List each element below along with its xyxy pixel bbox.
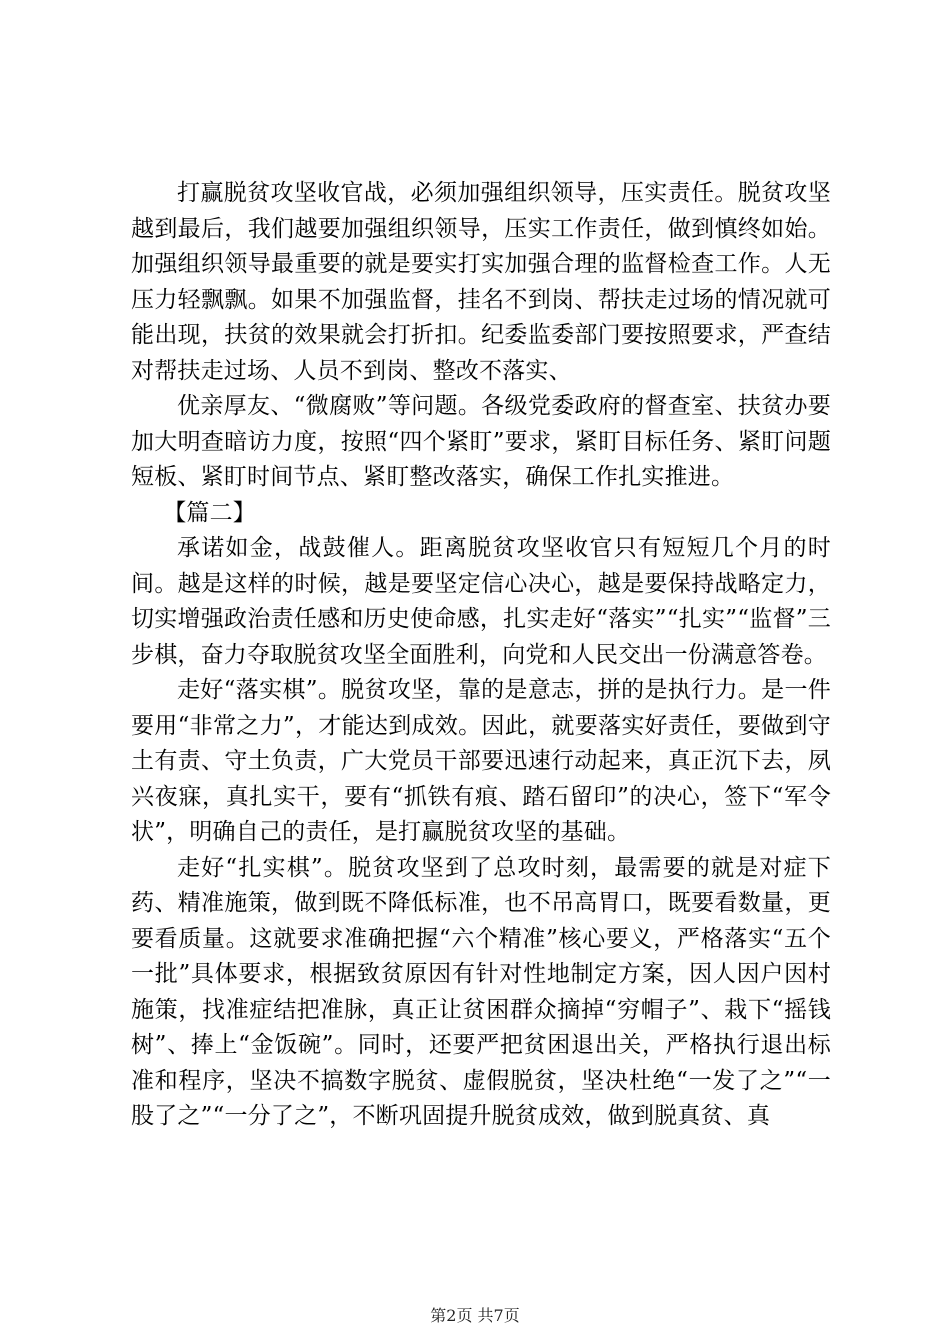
- section-heading: 【篇二】: [163, 499, 256, 526]
- paragraph-responsibility: 打赢脱贫攻坚收官战，必须加强组织领导，压实责任。脱贫攻坚越到最后，我们越要加强组织领导，压实工作责任，做到慎终如始。加强组织领导最重要的就是要实打实加强合理的监督检查工作。人无压力轻飘飘。如果不加强监督，挂名不到岗、帮扶走过场的情况就可能出现，扶贫的效果就会打折扣。纪委监委部门要按照要求，严查结对帮扶走过场、人员不到岗、整改不落实、: [131, 180, 831, 384]
- document-body: [131, 176, 831, 1135]
- page-number-footer: 第2页 共7页: [430, 1306, 520, 1325]
- paragraph-intro: 承诺如金，战鼓催人。距离脱贫攻坚收官只有短短几个月的时间。越是这样的时候，越是要坚定信心决心，越是要保持战略定力，切实增强政治责任感和历史使命感，扎实走好“落实”“扎实”“监督”三步棋，奋力夺取脱贫攻坚全面胜利，向党和人民交出一份满意答卷。: [131, 535, 831, 668]
- paragraph-solid-work: 走好“扎实棋”。脱贫攻坚到了总攻时刻，最需要的就是对症下药、精准施策，做到既不降低标准，也不吊高胃口，既要看数量，更要看质量。这就要求准确把握“六个精准”核心要义，严格落实“五个一批”具体要求，根据致贫原因有针对性地制定方案，因人因户因村施策，找准症结把准脉，真正让贫困群众摘掉“穷帽子”、栽下“摇钱树”、捧上“金饭碗”。同时，还要严把贫困退出关，严格执行退出标准和程序，坚决不搞数字脱贫、虚假脱贫，坚决杜绝“一发了之”“一股了之”“一分了之”，不断巩固提升脱贫成效，做到脱真贫、真: [131, 854, 831, 1129]
- paragraph-implementation: 走好“落实棋”。脱贫攻坚，靠的是意志，拼的是执行力。是一件要用“非常之力”，才能达到成效。因此，就要落实好责任，要做到守土有责、守土负责，广大党员干部要迅速行动起来，真正沉下去，夙兴夜寐，真扎实干，要有“抓铁有痕、踏石留印”的决心，签下“军令状”，明确自己的责任，是打赢脱贫攻坚的基础。: [131, 677, 831, 845]
- paragraph-supervision: 优亲厚友、“微腐败”等问题。各级党委政府的督查室、扶贫办要加大明查暗访力度，按照“四个紧盯”要求，紧盯目标任务、紧盯问题短板、紧盯时间节点、紧盯整改落实，确保工作扎实推进。: [131, 393, 831, 490]
